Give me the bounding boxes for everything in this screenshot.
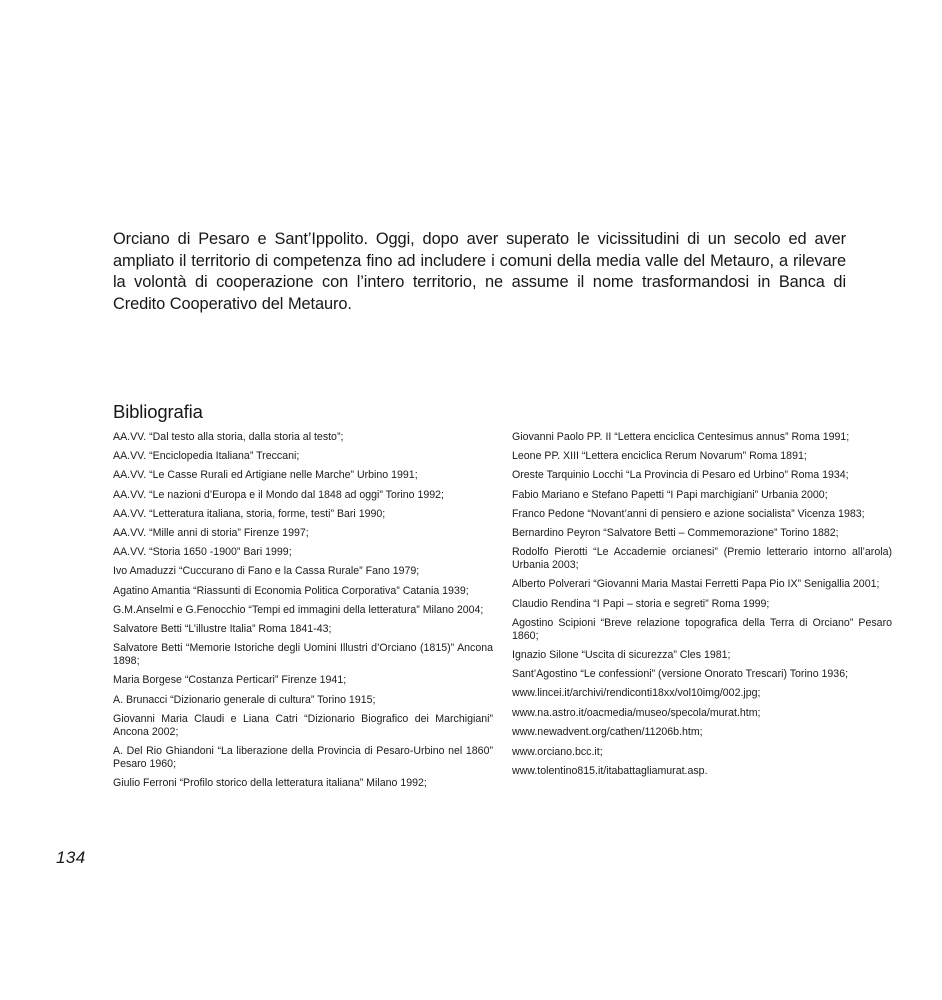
bibliography-url-entry: www.na.astro.it/oacmedia/museo/specola/murat.htm; (512, 706, 761, 719)
bibliography-entry: A. Del Rio Ghiandoni “La liberazione della Provincia di Pesaro-Urbino nel 1860” Pesaro 1960; (113, 745, 493, 771)
body-text-block (113, 229, 846, 315)
bibliografia-heading: Bibliografia (113, 401, 203, 422)
body-paragraph: Orciano di Pesaro e Sant’Ippolito. Oggi, dopo aver superato le vicissitudini di un secolo ed aver ampliato il territorio di competenza fino ad includere i comuni della media valle del Metauro, a rilevare la volontà di cooperazione con l’intero territorio, ne assume il nome trasformandosi in Banca di Credito Cooperativo del Metauro. (113, 230, 846, 313)
bibliography-url-entry: www.newadvent.org/cathen/11206b.htm; (512, 726, 703, 739)
bibliography-entry: AA.VV. “Letteratura italiana, storia, forme, testi” Bari 1990; (113, 507, 386, 520)
page-number: 134 (56, 848, 86, 867)
bibliography-right-column (512, 431, 892, 778)
bibliography-entry: Leone PP. XIII “Lettera enciclica Rerum Novarum” Roma 1891; (512, 450, 807, 463)
bibliography-entry: Giovanni Paolo PP. II “Lettera enciclica Centesimus annus” Roma 1991; (512, 431, 850, 443)
bibliography-entry: Oreste Tarquinio Locchi “La Provincia di Pesaro ed Urbino” Roma 1934; (512, 469, 849, 482)
bibliography-entry: Claudio Rendina “I Papi – storia e segreti” Roma 1999; (512, 597, 770, 610)
bibliography-entry: Agostino Scipioni “Breve relazione topografica della Terra di Orciano” Pesaro 1860; (512, 616, 892, 642)
bibliography-entry: AA.VV. “Mille anni di storia” Firenze 1997; (113, 526, 309, 539)
bibliography-entry: Alberto Polverari “Giovanni Maria Mastai Ferretti Papa Pio IX” Senigallia 2001; (512, 578, 880, 591)
bibliography-entry: AA.VV. “Storia 1650 -1900” Bari 1999; (113, 546, 292, 559)
bibliography-entry: AA.VV. “Dal testo alla storia, dalla storia al testo”; (113, 431, 344, 443)
bibliography-entry: Franco Pedone “Novant’anni di pensiero e azione socialista” Vicenza 1983; (512, 507, 865, 520)
bibliography-url-entry: www.lincei.it/archivi/rendiconti18xx/vol10img/002.jpg; (512, 687, 761, 700)
bibliography-entry: Maria Borgese “Costanza Perticari” Firenze 1941; (113, 674, 347, 687)
bibliography-entry: Giulio Ferroni “Profilo storico della letteratura italiana” Milano 1992; (113, 777, 427, 790)
bibliography-columns (113, 431, 913, 790)
bibliography-entry: A. Brunacci “Dizionario generale di cultura” Torino 1915; (113, 693, 376, 706)
bibliography-entry: AA.VV. “Le nazioni d’Europa e il Mondo dal 1848 ad oggi” Torino 1992; (113, 488, 444, 501)
bibliography-entry: Fabio Mariano e Stefano Papetti “I Papi marchigiani” Urbania 2000; (512, 488, 828, 501)
bibliography-entry: AA.VV. “Enciclopedia Italiana” Treccani; (113, 450, 300, 463)
bibliography-entry: Bernardino Peyron “Salvatore Betti – Commemorazione” Torino 1882; (512, 526, 839, 539)
bibliography-entry: G.M.Anselmi e G.Fenocchio “Tempi ed immagini della letteratura” Milano 2004; (113, 603, 484, 616)
bibliography-entry: Ivo Amaduzzi “Cuccurano di Fano e la Cassa Rurale” Fano 1979; (113, 565, 420, 578)
bibliography-left-column (113, 431, 493, 790)
bibliography-entry: Salvatore Betti “L’illustre Italia” Roma 1841-43; (113, 622, 332, 635)
bibliography-entry: Giovanni Maria Claudi e Liana Catri “Dizionario Biografico dei Marchigiani” Ancona 2002; (113, 712, 493, 738)
bibliography-entry: Ignazio Silone “Uscita di sicurezza” Cles 1981; (512, 649, 731, 662)
bibliography-url-entry: www.orciano.bcc.it; (512, 745, 603, 758)
bibliography-url-entry: www.tolentino815.it/itabattagliamurat.asp. (512, 765, 708, 778)
bibliography-entry: Rodolfo Pierotti “Le Accademie orcianesi” (Premio letterario intorno all’arola) Urbania 2003; (512, 546, 892, 572)
bibliography-entry: Salvatore Betti “Memorie Istoriche degli Uomini Illustri d’Orciano (1815)” Ancona 1898; (113, 642, 493, 668)
bibliography-entry: Sant’Agostino “Le confessioni” (versione Onorato Trescari) Torino 1936; (512, 668, 849, 681)
bibliography-entry: AA.VV. “Le Casse Rurali ed Artigiane nelle Marche” Urbino 1991; (113, 469, 418, 482)
bibliography-entry: Agatino Amantia “Riassunti di Economia Politica Corporativa” Catania 1939; (113, 584, 469, 597)
